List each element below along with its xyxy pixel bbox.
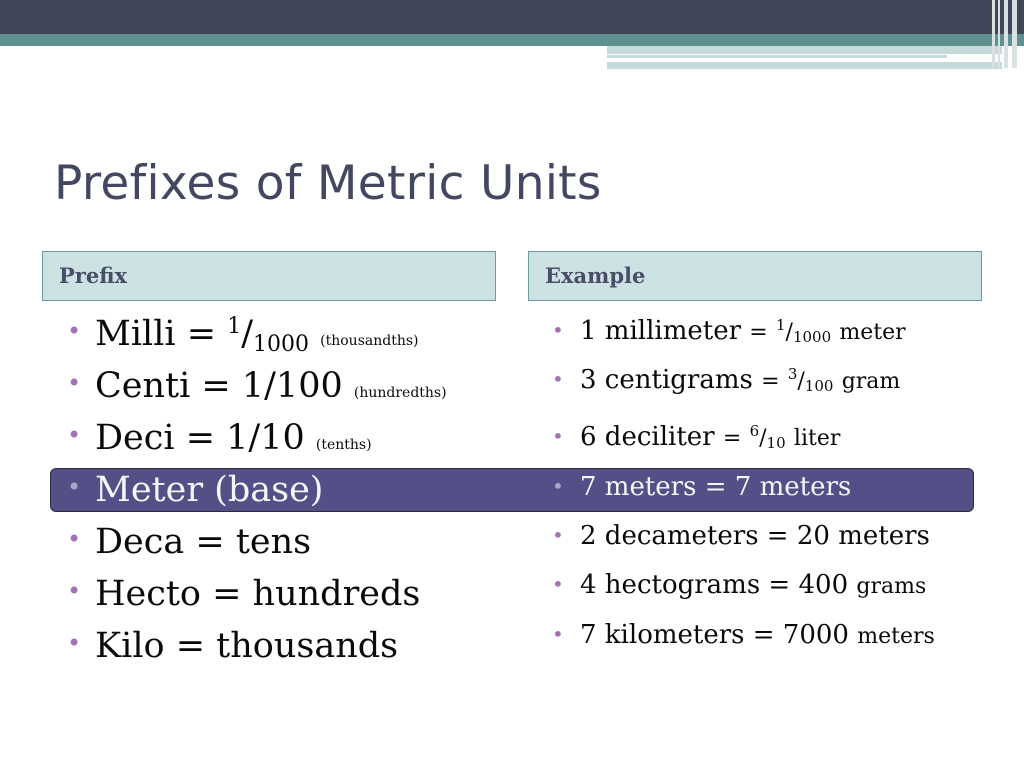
example-unit: grams <box>856 574 927 599</box>
fraction-numerator: 1 <box>227 314 242 339</box>
fraction-denominator: 1000 <box>792 328 832 346</box>
example-item-kilometers <box>552 620 935 650</box>
example-unit: gram <box>841 369 901 394</box>
example-header-label: Example <box>545 263 646 288</box>
prefix-item-centi <box>67 366 447 406</box>
example-item-hectograms <box>552 570 927 600</box>
example-item-centigrams <box>552 365 901 395</box>
bullet: • <box>67 421 82 449</box>
slide-title: Prefixes of Metric Units <box>54 156 602 211</box>
prefix-text: Deca = tens <box>95 522 312 562</box>
accent-banner <box>0 34 1024 46</box>
bullet: • <box>67 629 82 657</box>
prefix-text: Deci = 1/10 <box>95 418 305 458</box>
bullet: • <box>552 474 564 498</box>
prefix-note: (thousandths) <box>320 333 419 349</box>
fraction-numerator: 3 <box>787 365 798 383</box>
prefix-text: Meter (base) <box>95 470 324 510</box>
example-unit: meters <box>857 624 935 649</box>
prefix-text: Hecto = hundreds <box>95 574 421 614</box>
bullet: • <box>552 622 564 646</box>
example-text: 3 centigrams <box>580 365 753 395</box>
bullet: • <box>552 318 564 342</box>
prefix-item-deca <box>67 522 312 562</box>
example-text: 6 deciliter <box>580 422 715 452</box>
banner-strip <box>607 46 1002 54</box>
example-equals: = <box>722 426 742 451</box>
example-item-deciliter <box>552 422 841 452</box>
banner-strip <box>607 55 947 58</box>
bullet: • <box>67 369 82 397</box>
prefix-note: (tenths) <box>315 437 372 453</box>
example-equals: = <box>761 369 780 394</box>
prefix-note: (hundredths) <box>353 385 447 401</box>
example-unit: meter <box>839 320 906 345</box>
prefix-text: Kilo = thousands <box>95 626 399 666</box>
banner-stripe <box>1004 0 1008 68</box>
bullet: • <box>552 572 564 596</box>
fraction-numerator: 1 <box>776 316 786 334</box>
example-item-decameters <box>552 521 930 551</box>
fraction-slash: / <box>241 314 253 354</box>
prefix-item-meter <box>67 470 324 510</box>
prefix-header-label: Prefix <box>59 263 128 288</box>
example-text: 7 meters = 7 meters <box>580 472 852 502</box>
bullet: • <box>67 473 82 501</box>
example-unit: liter <box>793 426 841 451</box>
prefix-item-hecto <box>67 574 421 614</box>
fraction-denominator: 100 <box>804 377 834 395</box>
bullet: • <box>552 523 564 547</box>
example-text: 2 decameters = 20 meters <box>580 521 930 551</box>
banner-stripe <box>1012 0 1017 68</box>
fraction-denominator: 10 <box>766 434 786 452</box>
prefix-text: Centi = 1/100 <box>95 366 343 406</box>
prefix-item-deci <box>67 418 372 458</box>
fraction-slash: / <box>759 426 767 451</box>
example-text: 4 hectograms = 400 <box>580 570 849 600</box>
bullet: • <box>552 367 564 391</box>
bullet: • <box>67 577 82 605</box>
bullet: • <box>67 525 82 553</box>
fraction-slash: / <box>797 369 805 394</box>
fraction-slash: / <box>785 320 793 345</box>
example-text: 1 millimeter <box>580 316 742 346</box>
banner-strip <box>607 62 1002 69</box>
banner-stripe <box>998 0 1000 68</box>
fraction-denominator: 1000 <box>253 332 309 357</box>
bullet: • <box>67 317 82 345</box>
fraction-numerator: 6 <box>749 422 760 440</box>
example-equals: = <box>749 320 768 345</box>
banner-stripe <box>992 0 995 68</box>
example-column-header <box>528 251 982 301</box>
prefix-item-milli <box>67 314 419 357</box>
prefix-column-header <box>42 251 496 301</box>
prefix-item-kilo <box>67 626 399 666</box>
bullet: • <box>552 424 564 448</box>
top-banner <box>0 0 1024 34</box>
prefix-text: Milli = <box>95 314 228 354</box>
example-item-millimeter <box>552 316 906 346</box>
example-item-meters <box>552 472 852 502</box>
example-text: 7 kilometers = 7000 <box>580 620 849 650</box>
